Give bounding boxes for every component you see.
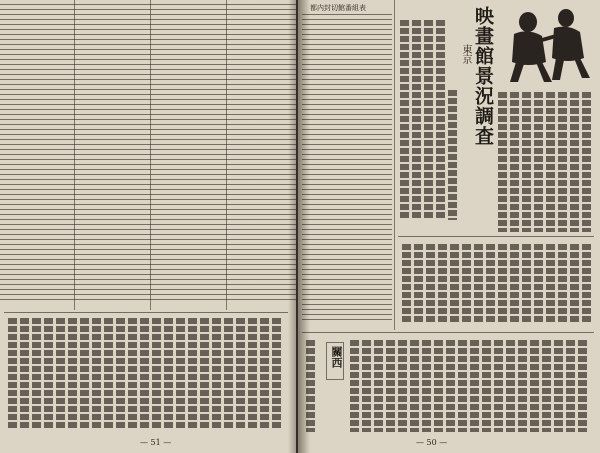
left-tables-band: [0, 4, 296, 304]
text-column: [570, 244, 579, 324]
text-column: [518, 340, 527, 432]
text-column: [448, 90, 457, 220]
text-column: [438, 244, 447, 324]
text-column: [80, 318, 89, 430]
text-column: [398, 340, 407, 432]
text-column: [68, 318, 77, 430]
text-column: [510, 244, 519, 324]
text-column: [164, 318, 173, 430]
text-column: [414, 244, 423, 324]
text-column: [104, 318, 113, 430]
text-column: [558, 92, 567, 232]
text-column: [350, 340, 359, 432]
text-column: [462, 244, 471, 324]
text-column: [236, 318, 245, 430]
text-column: [32, 318, 41, 430]
text-column: [426, 244, 435, 324]
column-rule: [226, 0, 227, 310]
text-column: [260, 318, 269, 430]
article-subtitle: 東京: [460, 44, 471, 64]
text-column: [56, 318, 65, 430]
text-column: [200, 318, 209, 430]
text-column: [434, 340, 443, 432]
text-column: [400, 20, 409, 220]
book-gutter: [288, 0, 310, 453]
text-column: [44, 318, 53, 430]
text-column: [436, 20, 445, 220]
text-column: [582, 92, 591, 232]
text-column: [498, 244, 507, 324]
text-column: [424, 20, 433, 220]
text-column: [534, 244, 543, 324]
text-column: [128, 318, 137, 430]
page-number-left: — 51 —: [140, 438, 172, 447]
text-column: [494, 340, 503, 432]
text-column: [546, 92, 555, 232]
text-column: [570, 92, 579, 232]
text-column: [386, 340, 395, 432]
section-rule: [4, 312, 288, 313]
text-column: [92, 318, 101, 430]
text-column: [522, 92, 531, 232]
page-number-right: — 50 —: [416, 438, 448, 447]
illustration: [494, 2, 598, 84]
right-page: [298, 0, 600, 453]
text-column: [412, 20, 421, 220]
text-column: [522, 244, 531, 324]
text-column: [188, 318, 197, 430]
column-rule: [74, 0, 75, 310]
text-column: [458, 340, 467, 432]
text-column: [482, 340, 491, 432]
text-column: [498, 92, 507, 232]
text-column: [410, 340, 419, 432]
text-column: [116, 318, 125, 430]
column-rule: [394, 0, 395, 330]
text-column: [374, 340, 383, 432]
text-column: [542, 340, 551, 432]
text-column: [474, 244, 483, 324]
region-heading: 關西: [330, 346, 343, 368]
text-column: [402, 244, 411, 324]
text-column: [582, 244, 591, 324]
text-column: [558, 244, 567, 324]
text-column: [248, 318, 257, 430]
text-column: [152, 318, 161, 430]
section-rule: [398, 236, 594, 237]
text-column: [212, 318, 221, 430]
text-column: [8, 318, 17, 430]
column-rule: [150, 0, 151, 310]
text-column: [566, 340, 575, 432]
article-title: 映畫館景況調査: [472, 6, 494, 146]
text-column: [422, 340, 431, 432]
text-column: [510, 92, 519, 232]
text-column: [486, 244, 495, 324]
text-column: [450, 244, 459, 324]
text-column: [224, 318, 233, 430]
text-column: [534, 92, 543, 232]
text-column: [20, 318, 29, 430]
text-column: [140, 318, 149, 430]
table-title: 都内封切館番組表: [310, 4, 366, 12]
text-column: [530, 340, 539, 432]
text-column: [554, 340, 563, 432]
text-column: [578, 340, 587, 432]
text-column: [546, 244, 555, 324]
text-column: [362, 340, 371, 432]
text-column: [506, 340, 515, 432]
section-rule: [302, 332, 594, 333]
left-page: [0, 0, 296, 453]
text-column: [176, 318, 185, 430]
right-tables-band: [302, 14, 392, 324]
text-column: [446, 340, 455, 432]
text-column: [272, 318, 281, 430]
text-column: [470, 340, 479, 432]
